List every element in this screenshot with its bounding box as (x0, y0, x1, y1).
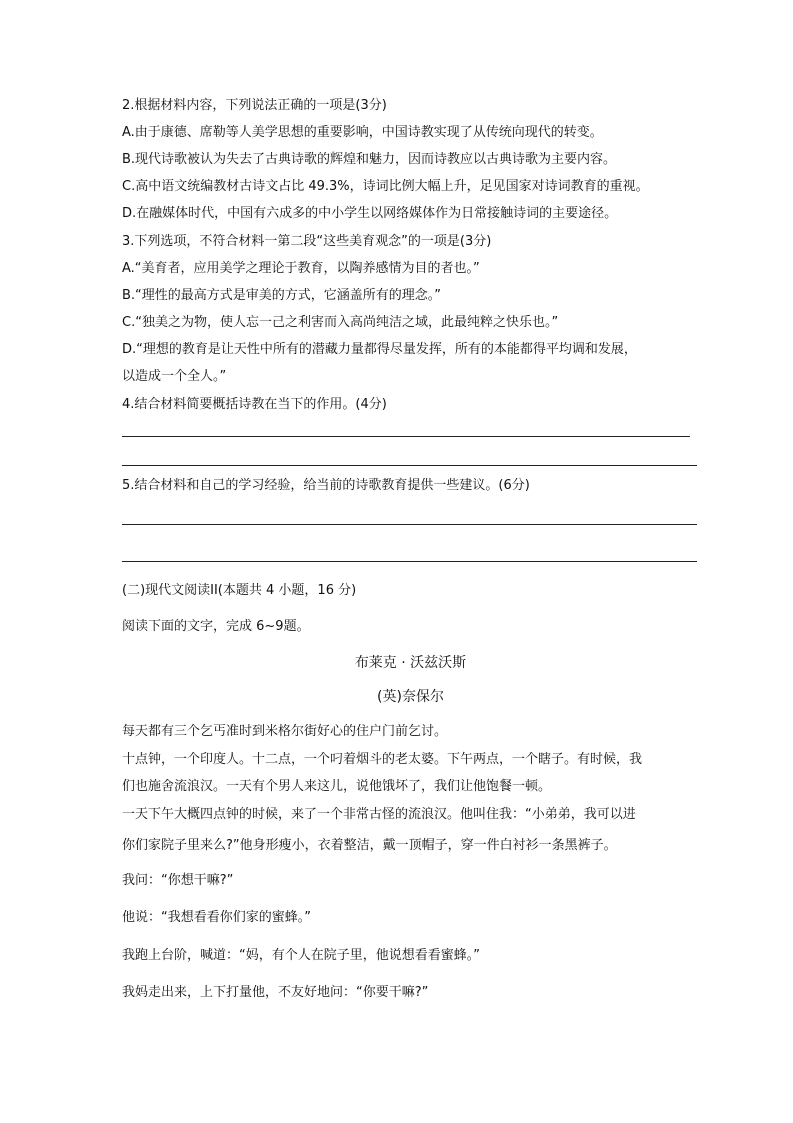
question-3-option-c: C.“独美之为物，使人忘一己之利害而入高尚纯洁之域，此最纯粹之快乐也。” (122, 315, 559, 330)
story-paragraph: 我问：“你想干嘛?” (122, 873, 234, 888)
story-paragraph: 十点钟，一个印度人。十二点，一个叼着烟斗的老太婆。下午两点，一个瞎子。有时候，我 (122, 752, 643, 767)
story-paragraph: 他说：“我想看看你们家的蜜蜂。” (122, 910, 311, 925)
answer-line (122, 561, 697, 562)
question-3-option-b: B.“理性的最高方式是审美的方式，它涵盖所有的理念。” (122, 288, 442, 303)
answer-line (122, 436, 690, 437)
story-title: 布莱克 · 沃兹沃斯 (354, 655, 467, 671)
question-4-stem: 4.结合材料简要概括诗教在当下的作用。(4分) (122, 397, 387, 412)
story-paragraph: 一天下午大概四点钟的时候，来了一个非常古怪的流浪汉。他叫住我：“小弟弟，我可以进 (122, 807, 636, 822)
story-paragraph: 你们家院子里来么?”他身形瘦小，衣着整洁，戴一顶帽子，穿一件白衬衫一条黑裤子。 (122, 838, 617, 853)
story-paragraph: 每天都有三个乞丐准时到米格尔街好心的住户门前乞讨。 (122, 724, 448, 739)
answer-line (122, 524, 697, 525)
question-2-stem: 2.根据材料内容，下列说法正确的一项是(3分) (122, 98, 387, 113)
question-3-option-d: D.“理想的教育是让天性中所有的潜藏力量都得尽量发挥，所有的本能都得平均调和发展， (122, 342, 637, 357)
question-2-option-a: A.由于康德、席勒等人美学思想的重要影响，中国诗教实现了从传统向现代的转变。 (122, 125, 603, 140)
question-2-option-b: B.现代诗歌被认为失去了古典诗歌的辉煌和魅力，因而诗教应以古典诗歌为主要内容。 (122, 152, 617, 167)
section-instruction: 阅读下面的文字，完成 6~9题。 (122, 619, 310, 634)
question-3-option-d-continued: 以造成一个全人。” (122, 369, 227, 384)
story-paragraph: 们也施舍流浪汉。一天有个男人来这儿，说他饿坏了，我们让他饱餐一顿。 (122, 779, 552, 794)
question-3-option-a: A.“美育者，应用美学之理论于教育，以陶养感情为目的者也。” (122, 261, 480, 276)
answer-line (122, 465, 697, 466)
question-2-option-d: D.在融媒体时代，中国有六成多的中小学生以网络媒体作为日常接触诗词的主要途径。 (122, 206, 618, 221)
question-3-stem: 3.下列选项，不符合材料一第二段“这些美育观念”的一项是(3分) (122, 234, 492, 249)
question-5-stem: 5.结合材料和自己的学习经验，给当前的诗歌教育提供一些建议。(6分) (122, 478, 530, 493)
question-2-option-c: C.高中语文统编教材古诗文占比 49.3%，诗词比例大幅上升，足见国家对诗词教育的重视。 (122, 179, 649, 194)
story-paragraph: 我妈走出来，上下打量他，不友好地问：“你要干嘛?” (122, 985, 429, 1000)
story-paragraph: 我跑上台阶，喊道：“妈，有个人在院子里，他说想看看蜜蜂。” (122, 948, 480, 963)
story-author: (英)奈保尔 (377, 689, 444, 705)
section-heading: (二)现代文阅读II(本题共 4 小题，16 分) (122, 583, 357, 598)
